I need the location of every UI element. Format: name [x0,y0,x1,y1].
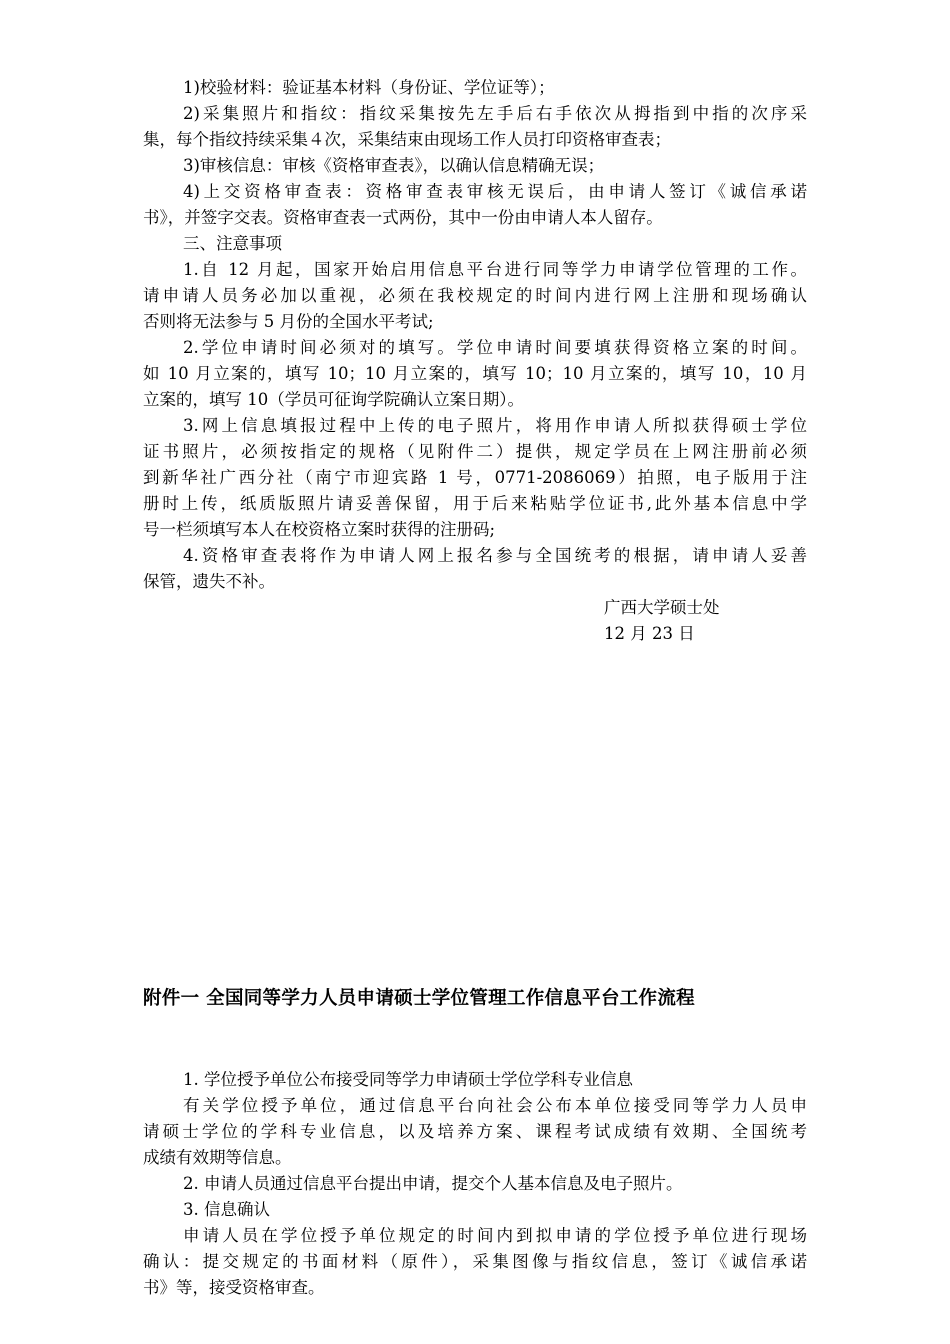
paragraph-line: 证书照片，必须按指定的规格（见附件二）提供，规定学员在上网注册前必须 [143,442,807,461]
paragraph-line: 请申请人员务必加以重视，必须在我校规定的时间内进行网上注册和现场确认 [143,286,807,305]
attachment-line: 书》等，接受资格审查。 [143,1278,325,1297]
attachment-line: 2. 申请人员通过信息平台提出申请，提交个人基本信息及电子照片。 [183,1174,683,1193]
paragraph-line: 2.学位申请时间必须对的填写。学位申请时间要填获得资格立案的时间。 [183,338,807,357]
attachment-line: 3. 信息确认 [183,1200,270,1219]
paragraph-line: 号一栏须填写本人在校资格立案时获得的注册码; [143,520,496,539]
paragraph-line: 3)审核信息：审核《资格审查表》，以确认信息精确无误； [183,156,605,175]
signature-office: 广西大学硕士处 [604,598,720,617]
attachment-line: 请硕士学位的学科专业信息，以及培养方案、课程考试成绩有效期、全国统考 [143,1122,807,1141]
paragraph-line: 册时上传，纸质版照片请妥善保留，用于后来粘贴学位证书,此外基本信息中学 [143,494,807,513]
paragraph-line: 否则将无法参与 5 月份的全国水平考试; [143,312,434,331]
paragraph-line: 4)上交资格审查表：资格审查表审核无误后，由申请人签订《诚信承诺 [183,182,807,201]
attachment-line: 确认：提交规定的书面材料（原件），采集图像与指纹信息，签订《诚信承诺 [143,1252,807,1271]
attachment-line: 成绩有效期等信息。 [143,1148,292,1167]
paragraph-line: 1)校验材料：验证基本材料（身份证、学位证等）； [183,78,555,97]
section-heading: 三、注意事项 [183,234,282,253]
attachment-line: 有关学位授予单位，通过信息平台向社会公布本单位接受同等学力人员申 [183,1096,807,1115]
paragraph-line: 2)采集照片和指纹：指纹采集按先左手后右手依次从拇指到中指的次序采 [183,104,807,123]
paragraph-line: 书》，并签字交表。资格审查表一式两份，其中一份由申请人本人留存。 [143,208,663,227]
attachment-line: 申请人员在学位授予单位规定的时间内到拟申请的学位授予单位进行现场 [183,1226,807,1245]
paragraph-line: 如 10 月立案的，填写 10；10 月立案的，填写 10；10 月立案的，填写 10，10 月 [143,364,807,383]
paragraph-line: 1.自 12 月起，国家开始启用信息平台进行同等学力申请学位管理的工作。 [183,260,807,279]
attachment-title: 附件一 全国同等学力人员申请硕士学位管理工作信息平台工作流程 [143,988,695,1009]
paragraph-line: 集，每个指纹持续采集４次，采集结束由现场工作人员打印资格审查表； [143,130,671,149]
paragraph-line: 保管，遗失不补。 [143,572,275,591]
paragraph-line: 到新华社广西分社（南宁市迎宾路 1 号，0771-2086069）拍照，电子版用于注 [143,468,807,487]
signature-date: 12 月 23 日 [604,624,695,643]
paragraph-line: 立案的，填写 10（学员可征询学院确认立案日期）。 [143,390,524,409]
attachment-line: 1. 学位授予单位公布接受同等学力申请硕士学位学科专业信息 [183,1070,633,1089]
paragraph-line: 4.资格审查表将作为申请人网上报名参与全国统考的根据，请申请人妥善 [183,546,807,565]
paragraph-line: 3.网上信息填报过程中上传的电子照片，将用作申请人所拟获得硕士学位 [183,416,807,435]
